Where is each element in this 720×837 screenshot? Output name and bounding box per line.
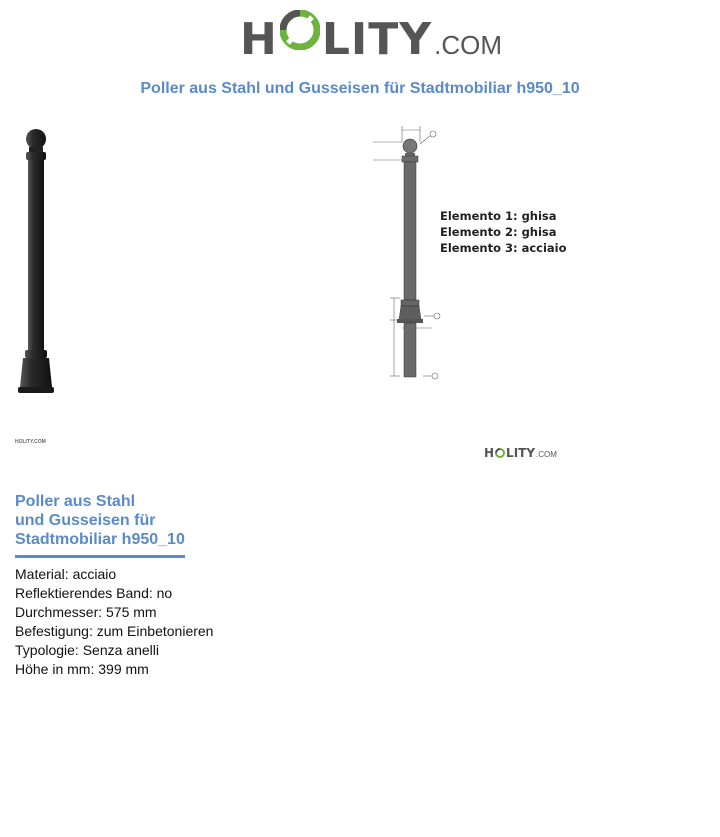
logo-suffix: .COM	[434, 30, 503, 60]
watermark-letters-lity: LITY	[506, 446, 536, 460]
spec-diameter: Durchmesser: 575 mm	[15, 604, 157, 620]
watermark-logo	[484, 446, 557, 460]
spec-mounting: Befestigung: zum Einbetonieren	[15, 623, 214, 639]
watermark-circle-icon	[495, 448, 505, 458]
spec-height: Höhe in mm: 399 mm	[15, 661, 149, 677]
small-watermark-logo: HOLITY.COM	[15, 439, 46, 445]
legend-item-3: Elemento 3: acciaio	[440, 241, 567, 255]
page-title: Poller aus Stahl und Gusseisen für Stadtmobiliar h950_10	[140, 80, 580, 97]
holity-logo[interactable]	[240, 14, 502, 64]
heading-line-2: und Gusseisen für	[15, 512, 156, 529]
bollard-photo	[14, 125, 64, 400]
product-heading	[15, 492, 185, 558]
logo-letter-h: H	[240, 14, 278, 65]
legend-item-2: Elemento 2: ghisa	[440, 225, 557, 239]
spec-material: Material: acciaio	[15, 566, 117, 582]
legend-item-1: Elemento 1: ghisa	[440, 209, 557, 223]
logo-circle-icon	[280, 10, 320, 50]
spec-type: Typologie: Senza anelli	[15, 642, 159, 658]
logo-letters-lity: LITY	[321, 14, 433, 65]
spec-list	[15, 565, 213, 679]
material-legend	[440, 208, 567, 256]
spec-reflective-band: Reflektierendes Band: no	[15, 585, 173, 601]
watermark-letter-h: H	[484, 446, 495, 460]
heading-line-1: Poller aus Stahl	[15, 493, 136, 510]
watermark-suffix: .COM	[536, 450, 557, 459]
heading-line-3: Stadtmobiliar h950_10	[15, 531, 185, 548]
